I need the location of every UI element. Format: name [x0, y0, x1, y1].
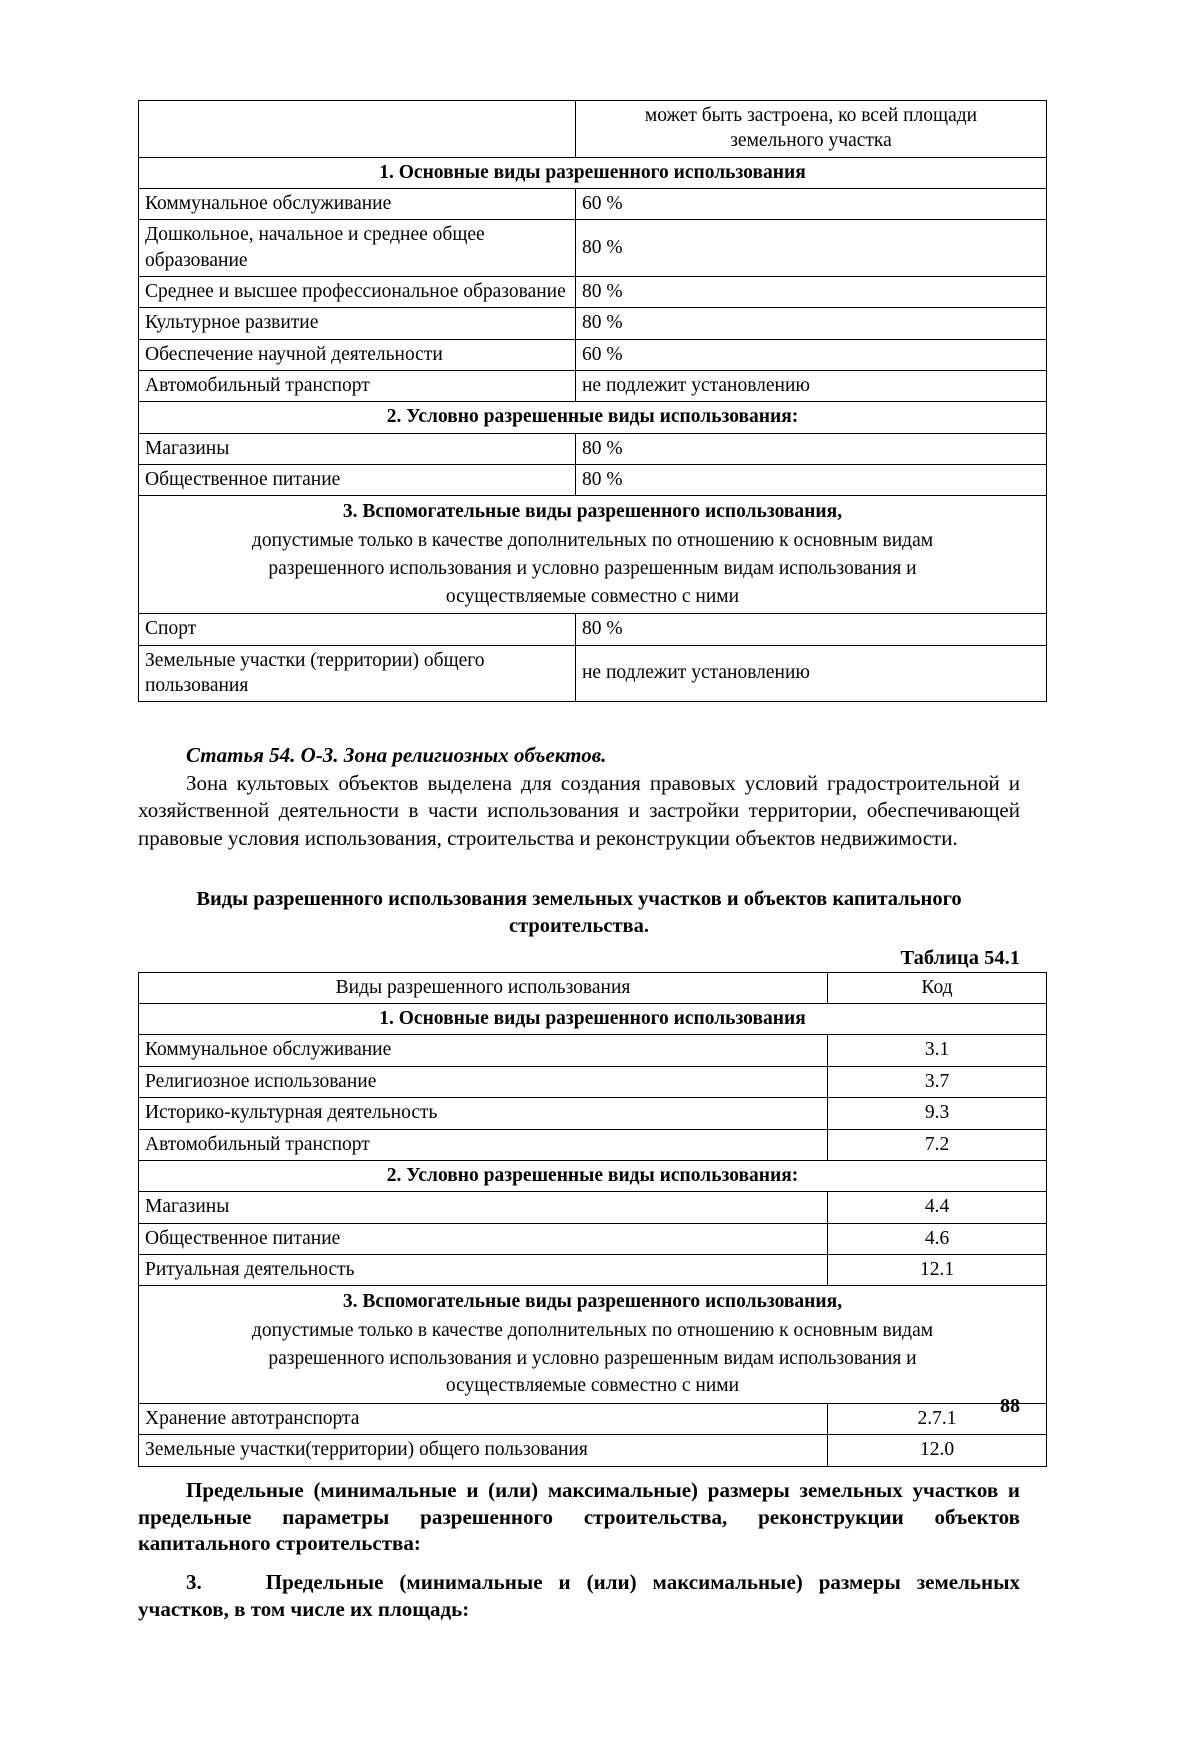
use-type-name: Среднее и высшее профессиональное образование: [139, 277, 576, 308]
table-section-heading-row: [139, 496, 1047, 614]
use-type-name: Коммунальное обслуживание: [139, 1035, 828, 1066]
footer-paragraph-limits: Предельные (минимальные и (или) максимальные) размеры земельных участков и предельные параметры разрешенного строительства, реконструкции объектов капитального строительства:: [138, 1477, 1020, 1556]
table-row: [139, 1435, 1047, 1466]
use-type-name: Историко-культурная деятельность: [139, 1098, 828, 1129]
use-type-name: Автомобильный транспорт: [139, 1129, 828, 1160]
table-row: [139, 1254, 1047, 1285]
use-type-name: Ритуальная деятельность: [139, 1254, 828, 1285]
table-row: [139, 1066, 1047, 1097]
table-zone-parameters-continued: [138, 100, 1047, 702]
use-type-name: Автомобильный транспорт: [139, 371, 576, 402]
table-row: [139, 645, 1047, 702]
table-section-heading-row: [139, 1286, 1047, 1404]
header-right-cell: [576, 101, 1047, 158]
table-row: [139, 1098, 1047, 1129]
section-heading-line-2: строительства.: [508, 915, 649, 938]
use-type-code: 3.1: [828, 1035, 1047, 1066]
spacer: [138, 1557, 1020, 1569]
table-row: [139, 308, 1047, 339]
aux-heading-line-1: допустимые только в качестве дополнительных по отношению к основным видам: [251, 1319, 934, 1341]
article-title: Статья 54. О-3. Зона религиозных объектов.: [186, 743, 607, 768]
use-type-name: Коммунальное обслуживание: [139, 189, 576, 220]
table-row: [139, 1129, 1047, 1160]
use-type-value: не подлежит установлению: [576, 645, 1047, 702]
table-row: [139, 101, 1047, 158]
aux-heading-line-2: разрешенного использования и условно разрешенным видам использования и: [268, 1347, 917, 1369]
aux-heading-line-3: осуществляемые совместно с ними: [445, 1375, 740, 1397]
table-row: [139, 614, 1047, 645]
footer-item-number: 3.: [186, 1570, 202, 1595]
table-row: [139, 433, 1047, 464]
table-caption: Таблица 54.1: [900, 946, 1020, 969]
table-section-heading-row: [139, 1160, 1047, 1191]
section-heading-2: 2. Условно разрешенные виды использования:: [139, 402, 1047, 433]
use-type-value: 60 %: [576, 339, 1047, 370]
table-row: [139, 1035, 1047, 1066]
table-section-heading-row: [139, 1004, 1047, 1035]
use-type-name: Общественное питание: [139, 1223, 828, 1254]
use-type-value: 80 %: [576, 220, 1047, 277]
use-type-name: Обеспечение научной деятельности: [139, 339, 576, 370]
use-type-name: Спорт: [139, 614, 576, 645]
footer-paragraph-item-3: [138, 1569, 1020, 1623]
use-type-name: Магазины: [139, 433, 576, 464]
empty-header-cell: [139, 101, 576, 158]
aux-heading-line-2: разрешенного использования и условно разрешенным видам использования и: [268, 557, 917, 579]
spacer: [138, 1467, 1020, 1477]
use-type-value: 80 %: [576, 308, 1047, 339]
table-section-heading-row: [139, 402, 1047, 433]
section-heading-1: 1. Основные виды разрешенного использования: [139, 1004, 1047, 1035]
spacer: [138, 702, 1020, 742]
use-type-code: 9.3: [828, 1098, 1047, 1129]
table-row: [139, 220, 1047, 277]
aux-heading-title: 3. Вспомогательные виды разрешенного использования,: [342, 1291, 843, 1313]
header-right-line-1: может быть застроена, ко всей площади: [644, 105, 978, 126]
use-type-value: 80 %: [576, 277, 1047, 308]
section-heading-2: 2. Условно разрешенные виды использования:: [139, 1160, 1047, 1191]
table-row: [139, 371, 1047, 402]
use-type-code: 7.2: [828, 1129, 1047, 1160]
page-number: 88: [1000, 1395, 1020, 1417]
footer-item-text: Предельные (минимальные и (или) максимальные) размеры земельных участков, в том числе их площадь:: [138, 1570, 1020, 1622]
table-section-heading-row: [139, 157, 1047, 188]
table-row: [139, 189, 1047, 220]
use-type-name: Религиозное использование: [139, 1066, 828, 1097]
aux-heading-line-3: осуществляемые совместно с ними: [445, 585, 740, 607]
use-type-name: Земельные участки(территории) общего пользования: [139, 1435, 828, 1466]
use-type-value: не подлежит установлению: [576, 371, 1047, 402]
use-type-value: 60 %: [576, 189, 1047, 220]
table-row: [139, 277, 1047, 308]
section-heading-3: [139, 496, 1047, 614]
use-type-code: 12.1: [828, 1254, 1047, 1285]
article-paragraph: Зона культовых объектов выделена для создания правовых условий градостроительной и хозяйственной деятельности в части использования и застройки территории, обеспечивающей правовые условия использования, строительства и реконструкции объектов недвижимости.: [138, 770, 1020, 850]
table-54-1: [138, 972, 1047, 1467]
aux-heading-title: 3. Вспомогательные виды разрешенного использования,: [342, 501, 843, 523]
use-type-code: 2.7.1: [828, 1403, 1047, 1434]
table-row: [139, 1223, 1047, 1254]
section-heading-line-1: Виды разрешенного использования земельных участков и объектов капитального: [196, 887, 962, 910]
spacer: [138, 852, 1020, 886]
use-type-name: Хранение автотранспорта: [139, 1403, 828, 1434]
aux-heading-line-1: допустимые только в качестве дополнительных по отношению к основным видам: [251, 530, 934, 552]
use-type-name: Дошкольное, начальное и среднее общее образование: [139, 220, 576, 277]
use-type-value: 80 %: [576, 614, 1047, 645]
use-type-value: 80 %: [576, 433, 1047, 464]
use-type-name: Земельные участки (территории) общего пользования: [139, 645, 576, 702]
section-heading: [138, 886, 1020, 941]
use-type-code: 3.7: [828, 1066, 1047, 1097]
section-heading-1: 1. Основные виды разрешенного использования: [139, 157, 1047, 188]
use-type-name: Культурное развитие: [139, 308, 576, 339]
column-header-code: Код: [828, 972, 1047, 1003]
use-type-code: 12.0: [828, 1435, 1047, 1466]
use-type-value: 80 %: [576, 465, 1047, 496]
header-right-line-2: земельного участка: [730, 130, 892, 152]
column-header-use-types: Виды разрешенного использования: [139, 972, 828, 1003]
use-type-name: Магазины: [139, 1192, 828, 1223]
table-row: [139, 1192, 1047, 1223]
section-heading-3: [139, 1286, 1047, 1404]
table-row: [139, 339, 1047, 370]
table-header-row: [139, 972, 1047, 1003]
table-row: [139, 465, 1047, 496]
table-row: [139, 1403, 1047, 1434]
use-type-name: Общественное питание: [139, 465, 576, 496]
use-type-code: 4.6: [828, 1223, 1047, 1254]
use-type-code: 4.4: [828, 1192, 1047, 1223]
